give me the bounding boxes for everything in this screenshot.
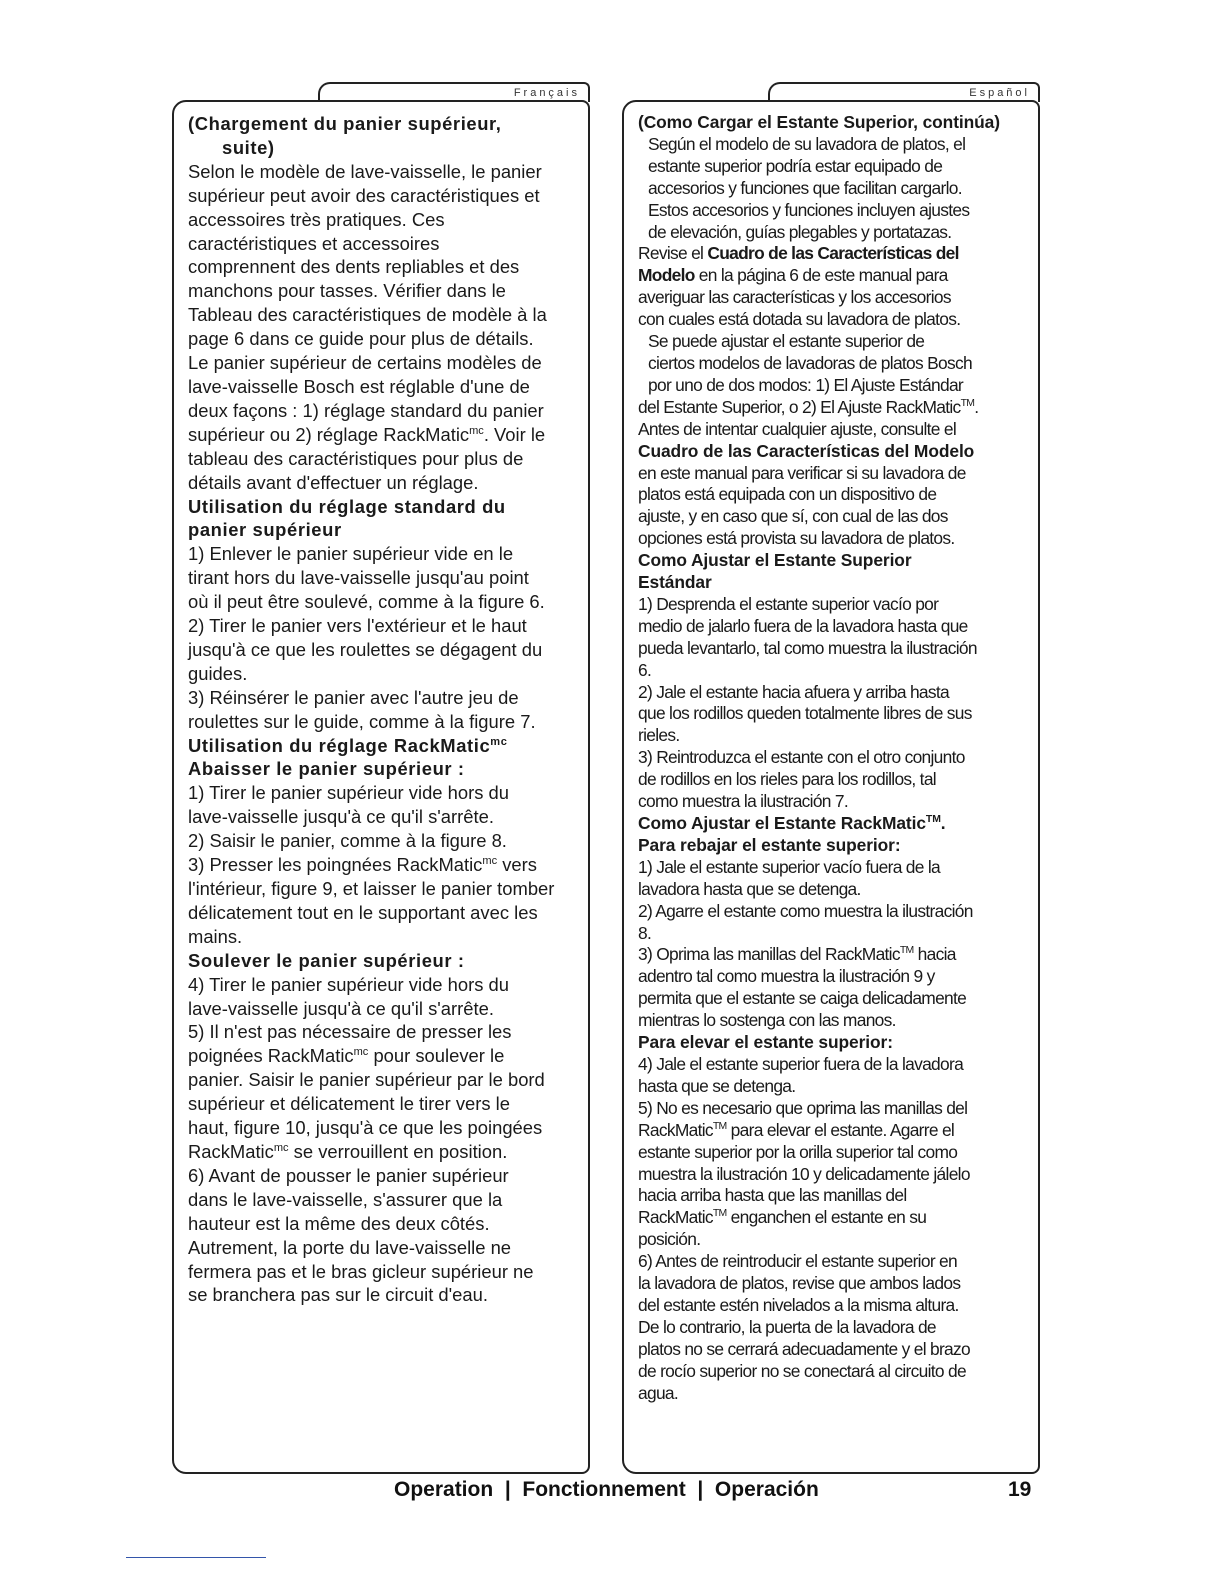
text-line: supérieur et délicatement le tirer vers le <box>188 1093 510 1115</box>
spanish-raise-line: RackMatic™ para elevar el estante. Agarre el <box>638 1119 955 1140</box>
text-line: 1) Jale el estante superior vacío fuera de la <box>638 856 941 877</box>
spanish-column <box>622 100 1040 1474</box>
french-heading-standard-cont: panier supérieur <box>188 519 342 541</box>
text-line: hasta que se detenga. <box>638 1075 796 1096</box>
spanish-text <box>638 112 1040 1404</box>
french-lower-steps-cont <box>188 877 588 949</box>
text-line: estante superior por la orilla superior tal como <box>638 1141 958 1162</box>
text-line: estante superior podría estar equipado de <box>648 155 943 176</box>
text-line: que los rodillos queden totalmente libres de sus <box>638 703 972 724</box>
spanish-adjust <box>638 331 1040 397</box>
french-heading-main-cont: suite) <box>222 136 275 158</box>
text-line: deux façons : 1) réglage standard du panier <box>188 399 544 421</box>
text-line: Le panier supérieur de certains modèles de <box>188 352 542 374</box>
french-column <box>172 100 590 1474</box>
french-raise-steps-b <box>188 1068 588 1140</box>
text-line: Se puede ajustar el estante superior de <box>648 331 925 352</box>
french-text <box>188 112 588 1307</box>
text-line: averiguar las características y los accesorios <box>638 287 951 308</box>
text-line: medio de jalarlo fuera de la lavadora hasta que <box>638 615 968 636</box>
text-line: muestra la ilustración 10 y delicadamente jálelo <box>638 1163 970 1184</box>
text-line: panier. Saisir le panier supérieur par le bord <box>188 1069 545 1091</box>
text-line: como muestra la ilustración 7. <box>638 791 849 812</box>
spanish-review-line: Revise el Cuadro de las Características del <box>638 243 959 264</box>
text-line: hacia arriba hasta que las manillas del <box>638 1185 907 1206</box>
text-line: hauteur est la même des deux côtés. <box>188 1212 490 1234</box>
text-line: permita que el estante se caiga delicadamente <box>638 988 967 1009</box>
text-line: De lo contrario, la puerta de la lavadora de <box>638 1316 936 1337</box>
text-line: mains. <box>188 925 243 947</box>
french-intro-rackmatic-line: supérieur ou 2) réglage RackMatic$^{mc}$. Voir le <box>188 423 546 445</box>
spanish-heading-rackmatic: Como Ajustar el Estante RackMatic™. <box>638 813 946 833</box>
text-line: de elevación, guías plegables y portatazas. <box>648 221 952 242</box>
spanish-lower-steps <box>638 857 1040 945</box>
text-line: fermera pas et le bras gicleur supérieur ne <box>188 1260 534 1282</box>
text-line: opciones está provista su lavadora de platos. <box>638 528 955 549</box>
text-line: adentro tal como muestra la ilustración 9 y <box>638 966 935 987</box>
text-line: se branchera pas sur le circuit d'eau. <box>188 1284 488 1306</box>
spanish-heading-standard-cont: Estándar <box>638 572 712 593</box>
text-line: lave-vaisselle Bosch est réglable d'une de <box>188 375 530 397</box>
text-line: 4) Tirer le panier supérieur vide hors du <box>188 973 509 995</box>
text-line: 3) Réinsérer le panier avec l'autre jeu de <box>188 686 519 708</box>
french-heading-standard: Utilisation du réglage standard du <box>188 495 506 517</box>
french-intro-tail <box>188 447 588 495</box>
text-line: accessoires très pratiques. Ces <box>188 208 445 230</box>
french-heading-lower: Abaisser le panier supérieur : <box>188 758 465 780</box>
french-standard-steps <box>188 542 588 733</box>
page-number: 19 <box>1008 1478 1032 1501</box>
spanish-intro <box>638 134 1040 244</box>
text-line: ciertos modelos de lavadoras de platos Bosch <box>648 352 972 373</box>
text-line: de rocío superior no se conectará al circuito de <box>638 1360 966 1381</box>
text-line: tirant hors du lave-vaisselle jusqu'au point <box>188 567 529 589</box>
text-line: pueda levantarlo, tal como muestra la ilustración <box>638 637 977 658</box>
text-line: 4) Jale el estante superior fuera de la lavadora <box>638 1053 964 1074</box>
french-raise-steps-c <box>188 1164 588 1307</box>
text-line: délicatement tout en le supportant avec les <box>188 901 538 923</box>
french-heading-main: (Chargement du panier supérieur, <box>188 113 502 134</box>
french-raise-steps <box>188 973 588 1045</box>
text-line: platos no se cerrará adecuadamente y el brazo <box>638 1338 970 1359</box>
text-line: posición. <box>638 1229 701 1250</box>
text-line: Estos accesorios y funciones incluyen ajustes <box>648 199 970 220</box>
text-line: platos está equipada con un dispositivo de <box>638 484 937 505</box>
text-line: Selon le modèle de lave-vaisselle, le panier <box>188 160 542 182</box>
text-line: page 6 dans ce guide pour plus de détails. <box>188 328 534 350</box>
text-line: supérieur peut avoir des caractéristiques et <box>188 184 540 206</box>
text-line: 3) Reintroduzca el estante con el otro conjunto <box>638 747 965 768</box>
spanish-raise-steps-c <box>638 1229 1040 1404</box>
french-intro <box>188 160 588 423</box>
text-line: Autrement, la porte du lave-vaisselle ne <box>188 1236 512 1258</box>
bottom-rule <box>126 1557 266 1558</box>
text-line: la lavadora de platos, revise que ambos lados <box>638 1273 961 1294</box>
text-line: détails avant d'effectuer un réglage. <box>188 471 479 493</box>
spanish-adjust-bold: Cuadro de las Características del Modelo <box>638 440 975 461</box>
text-line: del estante estén nivelados a la misma altura. <box>638 1294 959 1315</box>
text-line: dans le lave-vaisselle, s'assurer que la <box>188 1188 503 1210</box>
spanish-raise-steps-b <box>638 1142 1040 1208</box>
text-line: mientras lo sostenga con las manos. <box>638 1010 896 1031</box>
spanish-heading-lower: Para rebajar el estante superior: <box>638 834 901 855</box>
text-line: où il peut être soulevé, comme à la figure 6. <box>188 591 545 613</box>
text-line: 1) Desprenda el estante superior vacío por <box>638 593 939 614</box>
text-line: con cuales está dotada su lavadora de platos. <box>638 309 961 330</box>
text-line: 1) Tirer le panier supérieur vide hors du <box>188 782 509 804</box>
text-line: 2) Jale el estante hacia afuera y arriba hasta <box>638 681 949 702</box>
text-line: 1) Enlever le panier supérieur vide en le <box>188 543 514 565</box>
text-line: 6) Avant de pousser le panier supérieur <box>188 1164 509 1186</box>
french-heading-raise: Soulever le panier supérieur : <box>188 949 465 971</box>
text-line: agua. <box>638 1382 679 1403</box>
text-line: lavadora hasta que se detenga. <box>638 878 861 899</box>
text-line: lave-vaisselle jusqu'à ce qu'il s'arrête. <box>188 806 494 828</box>
text-line: manchons pour tasses. Vérifier dans le <box>188 280 506 302</box>
text-line: roulettes sur le guide, comme à la figure 7. <box>188 710 536 732</box>
spanish-language-tab: Español <box>768 82 1040 102</box>
text-line: guides. <box>188 662 248 684</box>
text-line: 2) Tirer le panier vers l'extérieur et le haut <box>188 615 527 637</box>
text-line: Tableau des caractéristiques de modèle à la <box>188 304 547 326</box>
french-raise-line2: RackMatic$^{mc}$ se verrouillent en position. <box>188 1140 508 1162</box>
text-line: 2) Saisir le panier, comme à la figure 8. <box>188 830 507 852</box>
text-line: comprennent des dents repliables et des <box>188 256 520 278</box>
text-line: haut, figure 10, jusqu'à ce que les poingées <box>188 1117 543 1139</box>
spanish-adjust-c <box>638 463 1040 551</box>
spanish-lower-steps-cont <box>638 966 1040 1032</box>
text-line: 6) Antes de reintroducir el estante superior en <box>638 1251 957 1272</box>
text-line: 5) Il n'est pas nécessaire de presser les <box>188 1021 512 1043</box>
text-line: ajuste, y en caso que sí, con cual de las dos <box>638 506 948 527</box>
french-heading-rackmatic: Utilisation du réglage RackMatic$^{mc}$ <box>188 734 508 756</box>
text-line: por uno de dos modos: 1) El Ajuste Estándar <box>648 374 964 395</box>
french-language-tab: Français <box>318 82 590 102</box>
text-line: caractéristiques et accessoires <box>188 232 440 254</box>
french-raise-line: poignées RackMatic$^{mc}$ pour soulever le <box>188 1045 505 1067</box>
footer-section-label: Operation | Fonctionnement | Operación <box>394 1478 819 1501</box>
text-line: de rodillos en los rieles para los rodillos, tal <box>638 769 936 790</box>
text-line: 2) Agarre el estante como muestra la ilustración <box>638 900 973 921</box>
spanish-review-line2: Modelo en la página 6 de este manual para <box>638 265 948 286</box>
text-line: en este manual para verificar si su lavadora de <box>638 462 966 483</box>
spanish-heading-raise: Para elevar el estante superior: <box>638 1032 893 1053</box>
spanish-raise-steps <box>638 1054 1040 1120</box>
text-line: lave-vaisselle jusqu'à ce qu'il s'arrête. <box>188 997 494 1019</box>
text-line: accesorios y funciones que facilitan cargarlo. <box>648 177 962 198</box>
spanish-heading-standard: Como Ajustar el Estante Superior <box>638 550 912 571</box>
spanish-adjust-b: Antes de intentar cualquier ajuste, consulte el <box>638 418 957 439</box>
spanish-adjust-tm-line: del Estante Superior, o 2) El Ajuste RackMatic™. <box>638 396 979 417</box>
spanish-heading-main: (Como Cargar el Estante Superior, continúa) <box>638 112 1000 132</box>
french-lower-step3: 3) Presser les poingnées RackMatic$^{mc}$ vers <box>188 854 537 876</box>
spanish-raise-line2: RackMatic™ enganchen el estante en su <box>638 1207 927 1228</box>
french-lower-steps <box>188 781 588 853</box>
spanish-intro-b <box>638 287 1040 331</box>
text-line: rieles. <box>638 725 680 746</box>
text-line: jusqu'à ce que les roulettes se dégagent du <box>188 638 543 660</box>
text-line: tableau des caractéristiques pour plus de <box>188 447 524 469</box>
text-line: Según el modelo de su lavadora de platos, el <box>648 133 966 154</box>
text-line: 6. <box>638 659 652 680</box>
text-line: l'intérieur, figure 9, et laisser le panier tomber <box>188 878 555 899</box>
text-line: 8. <box>638 922 652 943</box>
text-line: 5) No es necesario que oprima las manillas del <box>638 1097 968 1118</box>
spanish-lower-step3: 3) Oprima las manillas del RackMatic™ hacia <box>638 944 956 965</box>
spanish-standard-steps <box>638 594 1040 813</box>
